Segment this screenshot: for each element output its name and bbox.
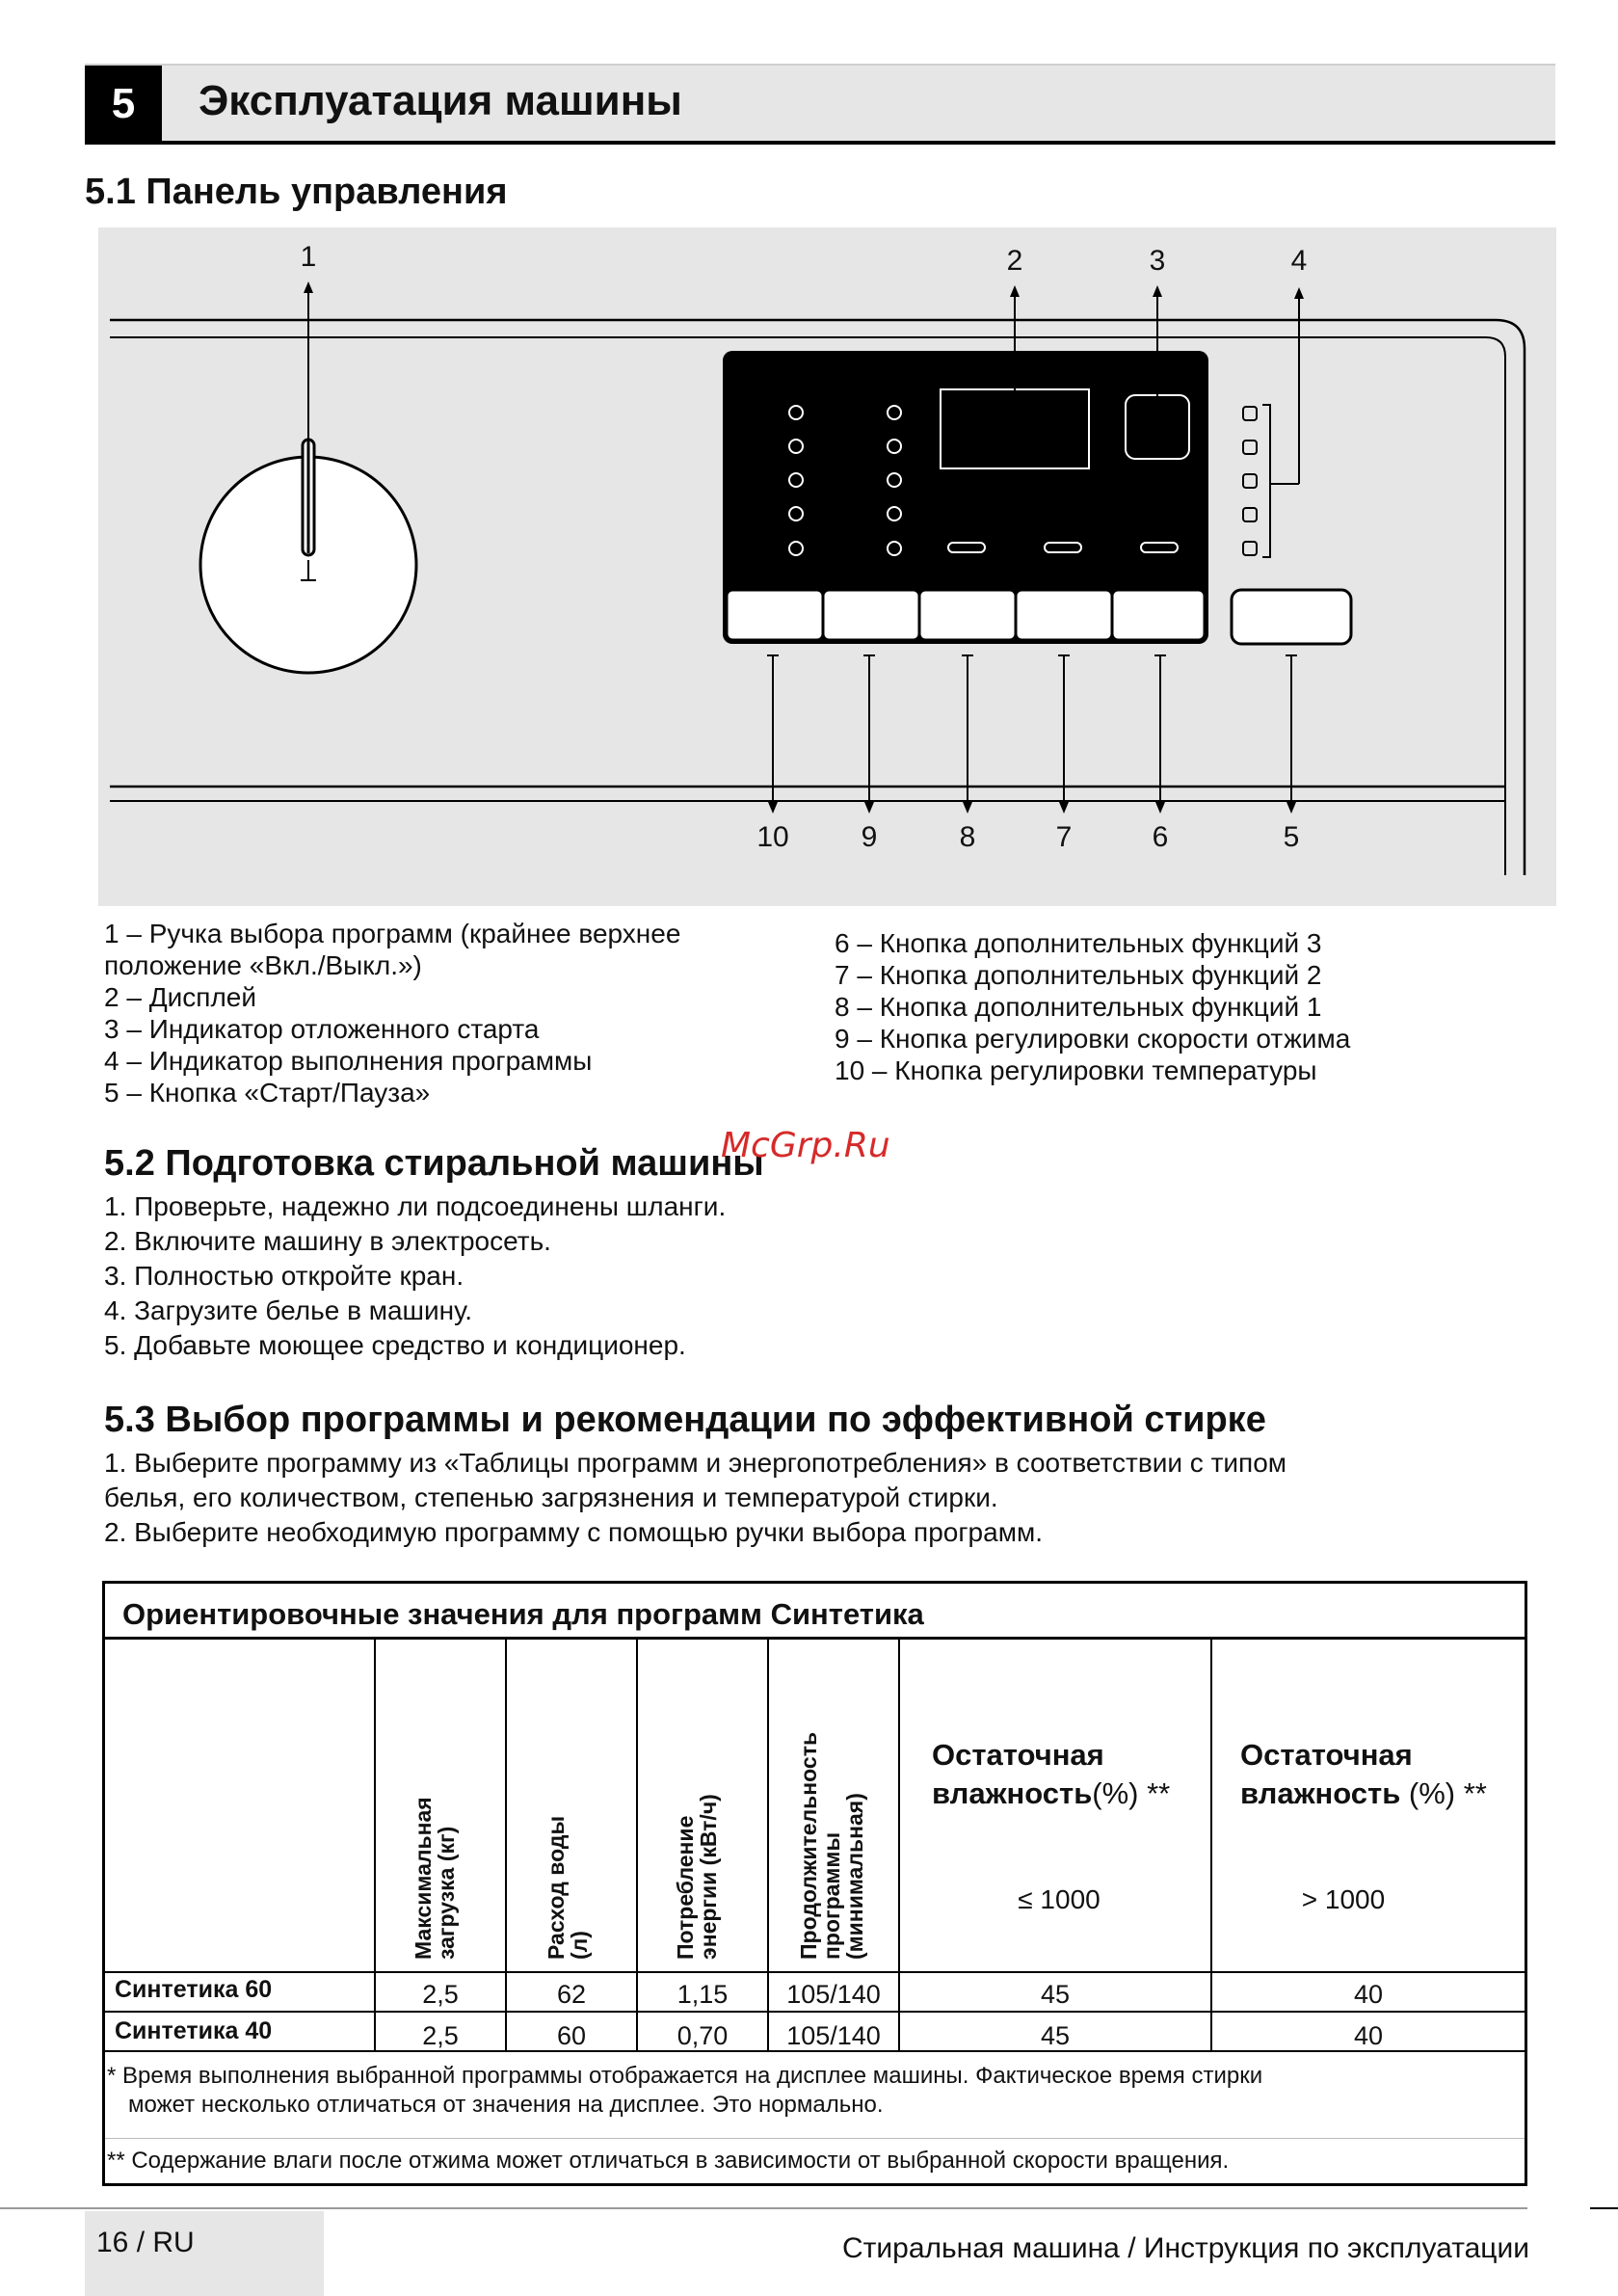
list-item: 1. Выберите программу из «Таблицы программ и энергопотребления» в соответствии с типом: [104, 1448, 1287, 1478]
legend-item: 8 – Кнопка дополнительных функций 1: [835, 992, 1322, 1022]
list-item: 1. Проверьте, надежно ли подсоединены шланги.: [104, 1191, 727, 1221]
start-pause-button-figure: [1232, 590, 1351, 644]
preparation-steps: [104, 1189, 726, 1363]
legend-item: 2 – Дисплей: [104, 982, 257, 1012]
legend-item: 6 – Кнопка дополнительных функций 3: [835, 928, 1322, 958]
cell: 60: [556, 2021, 587, 2050]
label-3: 3: [1149, 245, 1166, 277]
legend-item: 9 – Кнопка регулировки скорости отжима: [835, 1024, 1351, 1054]
legend-item: 7 – Кнопка дополнительных функций 2: [835, 960, 1322, 990]
list-item: 4. Загрузите белье в машину.: [104, 1295, 473, 1325]
footnote-2: ** Содержание влаги после отжима может отличаться в зависимости от выбранной скорости вращения.: [107, 2148, 1230, 2174]
range-le-1000: ≤ 1000: [1018, 1884, 1101, 1914]
legend-right: [835, 927, 1350, 1086]
selection-steps: [104, 1446, 1286, 1550]
label-10: 10: [756, 821, 789, 853]
legend-item: положение «Вкл./Выкл.»): [104, 950, 422, 980]
label-9: 9: [861, 821, 878, 853]
legend-item: 5 – Кнопка «Старт/Пауза»: [104, 1078, 431, 1108]
label-7: 7: [1055, 821, 1073, 853]
page-number: 16 / RU: [96, 2227, 195, 2258]
watermark: McGrp.Ru: [721, 1126, 890, 1165]
header-duration: Продолжительность программы (минимальная): [796, 1731, 867, 1960]
row-name: Синтетика 60: [115, 1976, 273, 2003]
header-max-load: Максимальная загрузка (кг): [411, 1797, 459, 1960]
range-gt-1000: > 1000: [1301, 1884, 1386, 1914]
header-energy: Потребление энергии (кВт/ч): [673, 1794, 721, 1960]
control-panel-diagram: [98, 227, 1556, 906]
label-8: 8: [959, 821, 976, 853]
table-title: Ориентировочные значения для программ Синтетика: [105, 1584, 1525, 1640]
heading-preparation: 5.2 Подготовка стиральной машины: [104, 1143, 764, 1184]
list-item: 5. Добавьте моющее средство и кондиционер.: [104, 1330, 686, 1360]
list-item: белья, его количеством, степенью загрязнения и температурой стирки.: [104, 1482, 998, 1512]
cell: 45: [1040, 1980, 1071, 2009]
header-moisture-2: Остаточная влажность (%) **: [1240, 1738, 1487, 1810]
footnote-1: * Время выполнения выбранной программы отображается на дисплее машины. Фактическое время стирки может несколько отличаться от значения на дисплее. Это нормально.: [107, 2063, 1263, 2118]
list-item: 2. Выберите необходимую программу с помощью ручки выбора программ.: [104, 1517, 1043, 1547]
legend-left: [104, 918, 680, 1108]
cell: 62: [556, 1980, 587, 2009]
section-header: [85, 64, 1555, 145]
label-6: 6: [1152, 821, 1169, 853]
heading-control-panel: 5.1 Панель управления: [85, 172, 508, 212]
cell: 45: [1040, 2021, 1071, 2050]
list-item: 2. Включите машину в электросеть.: [104, 1226, 551, 1256]
section-title: Эксплуатация машины: [199, 77, 682, 124]
label-2: 2: [1006, 245, 1023, 277]
label-1: 1: [300, 241, 317, 273]
row-name: Синтетика 40: [115, 2017, 273, 2044]
cell: 40: [1353, 2021, 1384, 2050]
cell: 0,70: [676, 2021, 729, 2050]
cell: 105/140: [786, 2021, 881, 2050]
cell: 2,5: [422, 1980, 459, 2009]
legend-item: 4 – Индикатор выполнения программы: [104, 1046, 593, 1076]
header-moisture-1: Остаточная влажность(%) **: [932, 1738, 1171, 1810]
legend-item: 10 – Кнопка регулировки температуры: [835, 1055, 1317, 1085]
legend-item: 1 – Ручка выбора программ (крайнее верхнее: [104, 919, 681, 948]
cell: 105/140: [786, 1980, 881, 2009]
label-4: 4: [1290, 245, 1308, 277]
header-water: Расход воды (л): [544, 1815, 592, 1960]
heading-program-selection: 5.3 Выбор программы и рекомендации по эффективной стирке: [104, 1400, 1266, 1440]
footer-document-title: Стиральная машина / Инструкция по эксплуатации: [841, 2232, 1529, 2264]
cell: 40: [1353, 1980, 1384, 2009]
list-item: 3. Полностью откройте кран.: [104, 1261, 464, 1291]
synthetics-table: [102, 1581, 1527, 2186]
cell: 2,5: [422, 2021, 459, 2050]
legend-item: 3 – Индикатор отложенного старта: [104, 1014, 540, 1044]
section-number: 5: [85, 66, 162, 143]
control-panel-figure: [98, 227, 1556, 906]
label-5: 5: [1283, 821, 1300, 853]
cell: 1,15: [676, 1980, 729, 2009]
